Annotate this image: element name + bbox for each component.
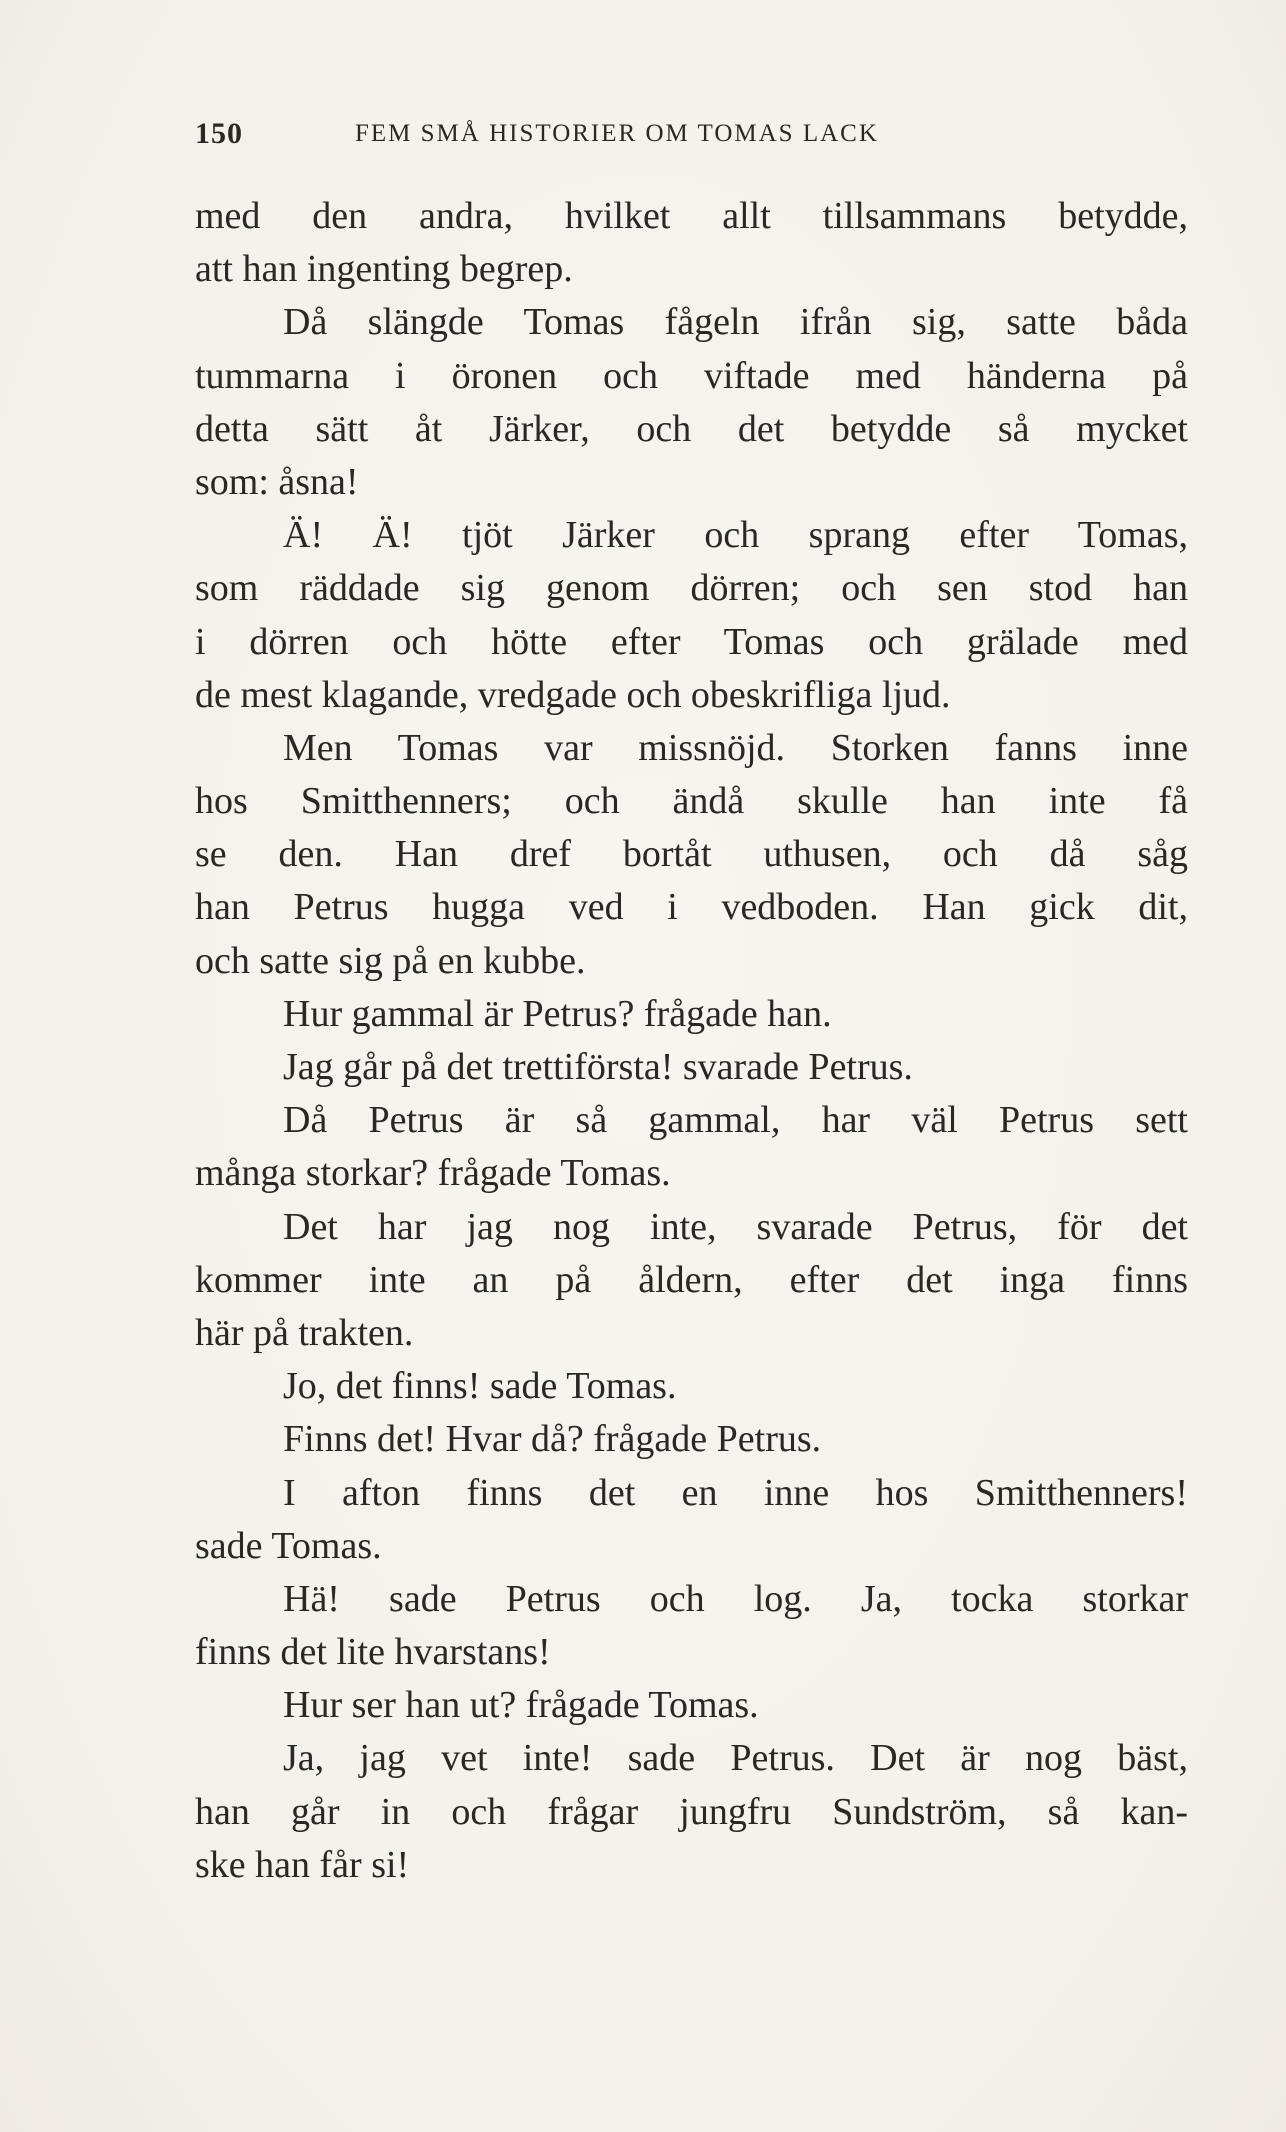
- text-line: Ja, jag vet inte! sade Petrus. Det är nog bäst,: [283, 1737, 1188, 1780]
- text-line: här på trakten.: [195, 1311, 414, 1354]
- running-head: [195, 114, 1195, 154]
- text-line: tummarna i öronen och viftade med händerna på: [195, 354, 1188, 397]
- text-line: som: åsna!: [195, 460, 359, 503]
- text-line: att han ingenting begrep.: [195, 248, 573, 291]
- text-line: Hä! sade Petrus och log. Ja, tocka storkar: [283, 1577, 1188, 1620]
- text-line: Det har jag nog inte, svarade Petrus, för det: [283, 1205, 1188, 1248]
- body-text: [195, 190, 1188, 1892]
- text-line: Hur ser han ut? frågade Tomas.: [283, 1684, 759, 1727]
- text-line: i dörren och hötte efter Tomas och grälade med: [195, 620, 1188, 663]
- text-line: han Petrus hugga ved i vedboden. Han gick dit,: [195, 886, 1188, 929]
- text-line: Då slängde Tomas fågeln ifrån sig, satte båda: [283, 301, 1188, 344]
- text-line: Jag går på det trettiförsta! svarade Petrus.: [283, 1046, 913, 1088]
- text-line: och satte sig på en kubbe.: [195, 939, 586, 982]
- text-line: många storkar? frågade Tomas.: [195, 1152, 671, 1195]
- text-line: Hur gammal är Petrus? frågade han.: [283, 992, 832, 1035]
- text-line: Men Tomas var missnöjd. Storken fanns inne: [283, 726, 1188, 769]
- text-line: Finns det! Hvar då? frågade Petrus.: [283, 1418, 822, 1461]
- text-line: detta sätt åt Järker, och det betydde så mycket: [195, 407, 1188, 450]
- text-line: kommer inte an på åldern, efter det inga finns: [195, 1258, 1188, 1301]
- text-line: hos Smitthenners; och ändå skulle han inte få: [195, 780, 1188, 823]
- text-line: de mest klagande, vredgade och obeskrifliga ljud.: [195, 673, 951, 716]
- text-line: se den. Han dref bortåt uthusen, och då såg: [195, 833, 1188, 876]
- text-line: finns det lite hvarstans!: [195, 1631, 551, 1674]
- text-line: ske han får si!: [195, 1843, 410, 1886]
- text-line: med den andra, hvilket allt tillsammans betydde,: [195, 195, 1188, 237]
- running-title: FEM SMÅ HISTORIER OM TOMAS LACK: [355, 120, 879, 147]
- text-line: Jo, det finns! sade Tomas.: [283, 1365, 677, 1408]
- page-number: 150: [195, 117, 243, 150]
- text-line: sade Tomas.: [195, 1524, 382, 1567]
- text-line: Då Petrus är så gammal, har väl Petrus sett: [283, 1099, 1188, 1142]
- text-line: I afton finns det en inne hos Smitthenners!: [283, 1471, 1188, 1514]
- text-line: Ä! Ä! tjöt Järker och sprang efter Tomas,: [283, 514, 1188, 557]
- text-line: som räddade sig genom dörren; och sen stod han: [195, 567, 1188, 610]
- text-line: han går in och frågar jungfru Sundström, så kan-: [195, 1790, 1188, 1833]
